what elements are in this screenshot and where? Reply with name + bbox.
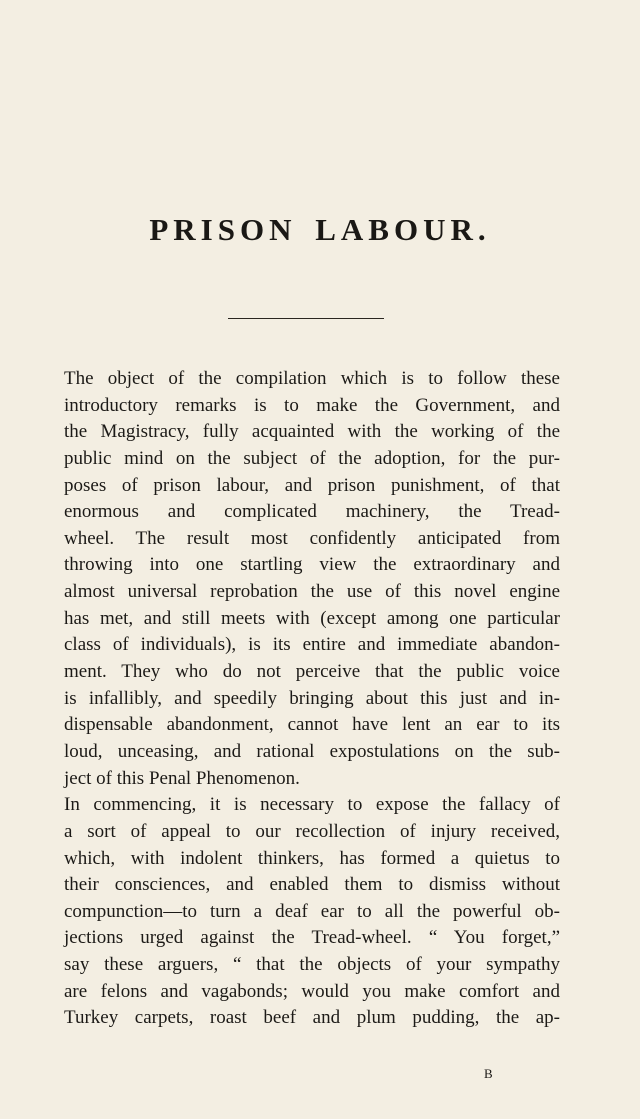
text-line: say these arguers, “ that the objects of your sympathy	[64, 954, 560, 976]
text-line: In commencing, it is necessary to expose the fallacy of	[64, 794, 560, 816]
text-line: enormous and complicated machinery, the Tread-	[64, 501, 560, 523]
text-line: ment. They who do not perceive that the public voice	[64, 661, 560, 683]
text-line: almost universal reprobation the use of this novel engine	[64, 581, 560, 603]
text-line: wheel. The result most confidently anticipated from	[64, 527, 560, 549]
text-line: is infallibly, and speedily bringing about this just and in-	[64, 687, 560, 709]
text-line: which, with indolent thinkers, has formed a quietus to	[64, 847, 560, 869]
text-line: loud, unceasing, and rational expostulations on the sub-	[64, 740, 560, 762]
text-line: poses of prison labour, and prison punishment, of that	[64, 474, 560, 496]
text-line: the Magistracy, fully acquainted with the working of the	[64, 421, 560, 443]
text-line: jections urged against the Tread-wheel. “ You forget,”	[64, 927, 560, 949]
text-line: dispensable abandonment, cannot have lent an ear to its	[64, 714, 560, 736]
text-line: Turkey carpets, roast beef and plum pudding, the ap-	[64, 1007, 560, 1029]
body-text	[64, 366, 560, 1032]
text-line: a sort of appeal to our recollection of injury received,	[64, 820, 560, 842]
text-line: compunction—to turn a deaf ear to all the powerful ob-	[64, 900, 560, 922]
text-line: public mind on the subject of the adoption, for the pur-	[64, 447, 560, 469]
text-line: introductory remarks is to make the Government, and	[64, 394, 560, 416]
text-line: their consciences, and enabled them to dismiss without	[64, 874, 560, 896]
text-line: throwing into one startling view the extraordinary and	[64, 554, 560, 576]
text-line: class of individuals), is its entire and immediate abandon-	[64, 634, 560, 656]
text-line: The object of the compilation which is to follow these	[64, 368, 560, 389]
signature-mark: B	[484, 1066, 494, 1081]
text-line: has met, and still meets with (except among one particular	[64, 607, 560, 629]
text-line: ject of this Penal Phenomenon.	[64, 767, 300, 789]
chapter-title: PRISON LABOUR.	[149, 212, 491, 247]
title-rule	[228, 318, 384, 319]
text-line: are felons and vagabonds; would you make comfort and	[64, 980, 560, 1002]
